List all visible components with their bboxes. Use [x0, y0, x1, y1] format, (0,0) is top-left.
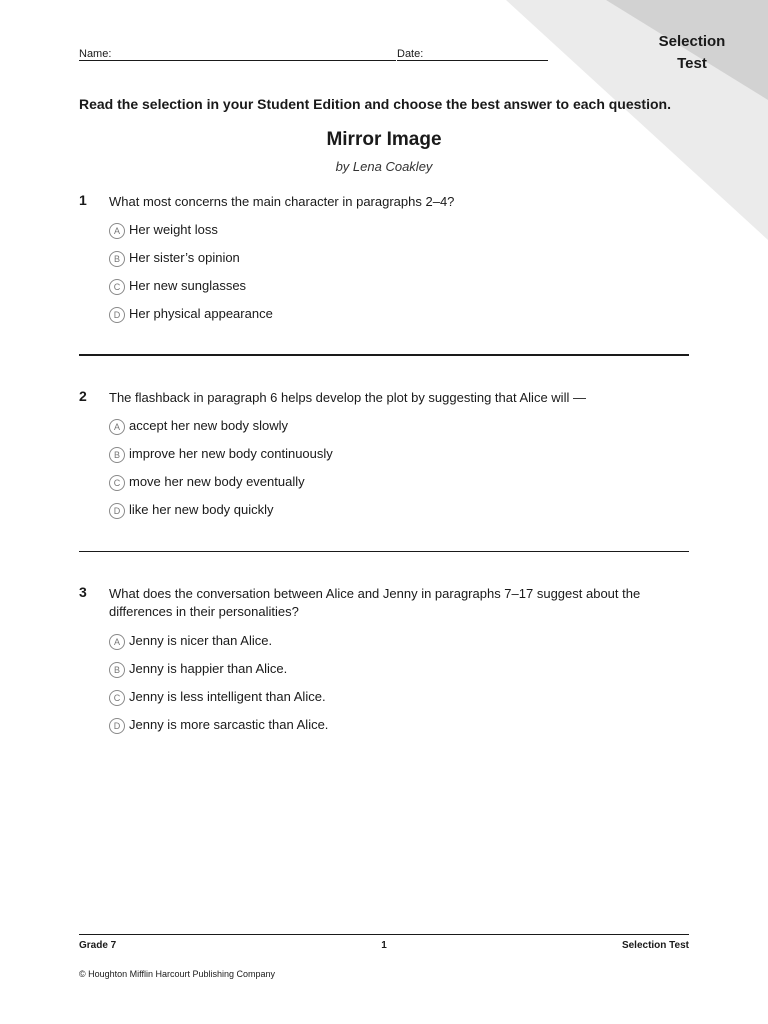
footer-divider	[79, 934, 689, 935]
option-text: improve her new body continuously	[129, 446, 333, 461]
option-bubble-icon[interactable]: A	[109, 419, 125, 435]
date-field-line[interactable]	[397, 60, 548, 61]
option-bubble-icon[interactable]: D	[109, 718, 125, 734]
option-text: Jenny is more sarcastic than Alice.	[129, 717, 329, 732]
option-text: Jenny is nicer than Alice.	[129, 633, 273, 648]
byline: by Lena Coakley	[335, 159, 433, 174]
option-d[interactable]	[109, 717, 328, 745]
option-bubble-icon[interactable]: B	[109, 251, 125, 267]
answer-options	[109, 633, 328, 745]
option-bubble-icon[interactable]: D	[109, 307, 125, 323]
option-bubble-icon[interactable]: B	[109, 447, 125, 463]
answer-options	[109, 222, 273, 334]
option-c[interactable]	[109, 278, 273, 306]
corner-label-line2: Test	[677, 55, 707, 72]
option-b[interactable]	[109, 661, 328, 689]
option-text: Her new sunglasses	[129, 278, 247, 293]
option-bubble-icon[interactable]: C	[109, 279, 125, 295]
option-text: Jenny is happier than Alice.	[129, 661, 288, 676]
corner-label	[640, 31, 744, 75]
option-bubble-icon[interactable]: A	[109, 634, 125, 650]
option-a[interactable]	[109, 222, 273, 250]
question-text: What most concerns the main character in paragraphs 2–4?	[109, 194, 455, 209]
option-a[interactable]	[109, 633, 328, 661]
option-text: like her new body quickly	[129, 502, 274, 517]
footer-grade: Grade 7	[79, 940, 117, 951]
question-text: The flashback in paragraph 6 helps develop the plot by suggesting that Alice will —	[109, 390, 586, 405]
name-label: Name:	[79, 48, 112, 60]
divider	[79, 551, 689, 552]
option-d[interactable]	[109, 306, 273, 334]
name-field-line[interactable]	[79, 60, 396, 61]
answer-options	[109, 418, 333, 530]
option-text: Jenny is less intelligent than Alice.	[129, 689, 326, 704]
option-bubble-icon[interactable]: D	[109, 503, 125, 519]
option-text: Her physical appearance	[129, 306, 273, 321]
page-title: Mirror Image	[326, 129, 442, 150]
option-text: Her sister’s opinion	[129, 250, 240, 265]
option-text: Her weight loss	[129, 222, 218, 237]
divider	[79, 354, 689, 356]
footer-doc-type: Selection Test	[621, 940, 689, 951]
option-text: accept her new body slowly	[129, 418, 288, 433]
option-d[interactable]	[109, 502, 333, 530]
footer-page-number: 1	[381, 940, 387, 951]
question-text: What does the conversation between Alice and Jenny in paragraphs 7–17 suggest about the differences in their personalities?	[109, 586, 641, 619]
option-c[interactable]	[109, 474, 333, 502]
option-b[interactable]	[109, 446, 333, 474]
copyright: © Houghton Mifflin Harcourt Publishing Company	[79, 969, 276, 979]
question-number: 1	[79, 192, 87, 208]
option-bubble-icon[interactable]: C	[109, 475, 125, 491]
question-number: 3	[79, 584, 87, 600]
question-number: 2	[79, 388, 87, 404]
option-bubble-icon[interactable]: A	[109, 223, 125, 239]
option-a[interactable]	[109, 418, 333, 446]
instructions: Read the selection in your Student Edition and choose the best answer to each question.	[79, 96, 671, 112]
option-b[interactable]	[109, 250, 273, 278]
corner-label-line1: Selection	[658, 33, 726, 50]
date-label: Date:	[397, 48, 424, 60]
option-text: move her new body eventually	[129, 474, 305, 489]
option-c[interactable]	[109, 689, 328, 717]
option-bubble-icon[interactable]: B	[109, 662, 125, 678]
option-bubble-icon[interactable]: C	[109, 690, 125, 706]
